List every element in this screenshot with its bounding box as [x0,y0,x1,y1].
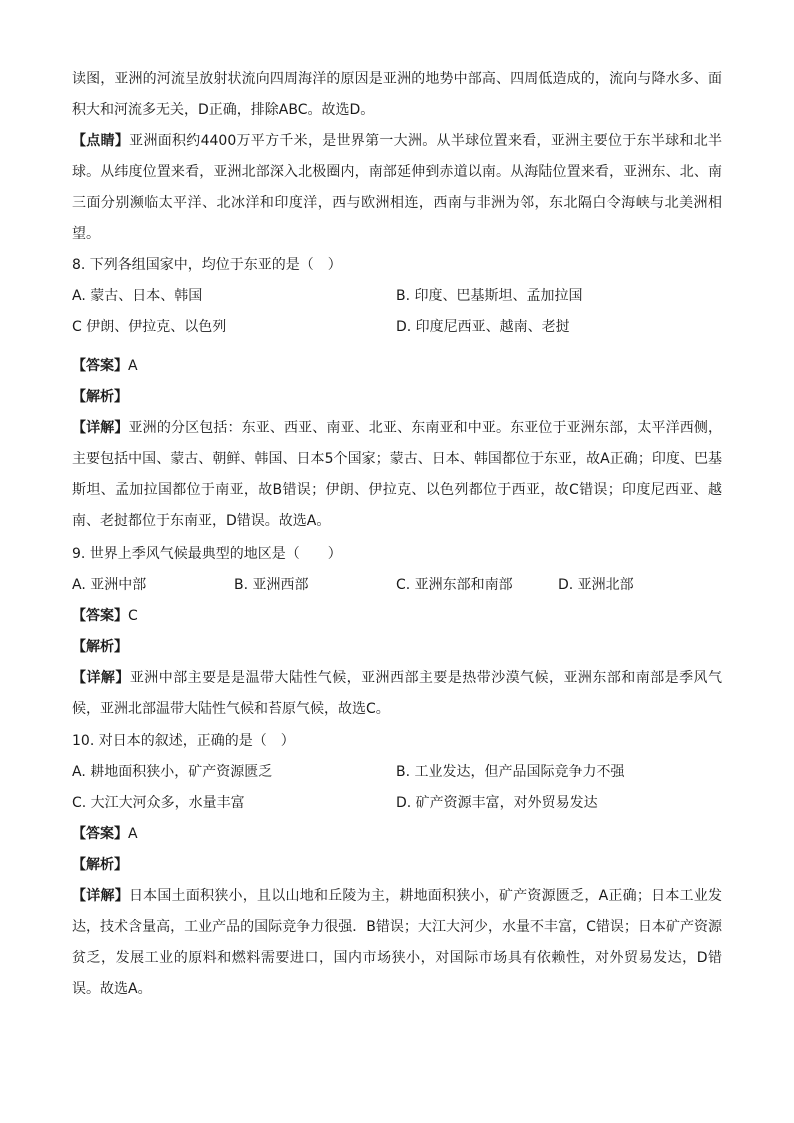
dianjing-paragraph [72,126,722,250]
answer-label: 【答案】 [72,608,128,624]
option-c: C. 亚洲东部和南部 [396,577,513,593]
option-d: D. 矿产资源丰富，对外贸易发达 [396,795,598,811]
option-row [72,312,722,343]
detail-label: 【详解】 [72,420,129,436]
detail-label: 【详解】 [72,888,129,904]
option-c: C 伊朗、伊拉克、以色列 [72,319,227,335]
option-b: B. 印度、巴基斯坦、孟加拉国 [396,288,583,304]
intro-paragraph: 读图，亚洲的河流呈放射状流向四周海洋的原因是亚洲的地势中部高、四周低造成的，流向与降水多、面积大和河流多无关，D正确，排除ABC。故选D。 [72,71,722,118]
answer-value: C [128,608,138,624]
question-title: 9. 世界上季风气候最典型的地区是（ ） [72,546,342,562]
option-a: A. 耕地面积狭小，矿产资源匮乏 [72,764,273,780]
option-row [72,757,722,788]
option-a: A. 蒙古、日本、韩国 [72,288,203,304]
detail-paragraph [72,881,722,1005]
detail-text: 日本国土面积狭小，且以山地和丘陵为主，耕地面积狭小，矿产资源匮乏，A正确；日本工业发达，技术含量高，工业产品的国际竞争力很强．B错误；大江大河少，水量不丰富，C错误；日本矿产资源贫乏，发展工业的原料和燃料需要进口，国内市场狭小，对国际市场具有依赖性，对外贸易发达，D错误。故选A。 [72,888,723,997]
detail-text: 亚洲的分区包括：东亚、西亚、南亚、北亚、东南亚和中亚。东亚位于亚洲东部，太平洋西侧，主要包括中国、蒙古、朝鲜、韩国、日本5个国家；蒙古、日本、韩国都位于东亚，故A正确；印度、巴基斯坦、孟加拉国都位于南亚，故B错误；伊朗、伊拉克、以色列都位于西亚，故C错误；印度尼西亚、越南、老挝都位于东南亚，D错误。故选A。 [72,420,723,529]
option-row [72,570,722,601]
option-a: A. 亚洲中部 [72,577,147,593]
option-row [72,281,722,312]
detail-paragraph [72,663,722,725]
answer-line [72,601,722,632]
answer-label: 【答案】 [72,826,128,842]
analysis-label: 【解析】 [72,639,128,655]
intro-block [72,64,722,126]
detail-paragraph [72,413,722,537]
question-title: 10. 对日本的叙述，正确的是（ ） [72,733,295,749]
analysis-label: 【解析】 [72,857,128,873]
question-10 [72,726,722,1005]
option-d: D. 亚洲北部 [558,577,634,593]
answer-value: A [128,358,138,374]
answer-value: A [128,826,138,842]
option-d: D. 印度尼西亚、越南、老挝 [396,319,570,335]
answer-label: 【答案】 [72,358,128,374]
question-9 [72,539,722,725]
dianjing-block [72,126,722,250]
answer-line [72,819,722,850]
option-b: B. 工业发达，但产品国际竞争力不强 [396,764,625,780]
question-title: 8. 下列各组国家中，均位于东亚的是（ ） [72,257,342,273]
detail-text: 亚洲中部主要是是温带大陆性气候，亚洲西部主要是热带沙漠气候，亚洲东部和南部是季风气候，亚洲北部温带大陆性气候和苔原气候，故选C。 [72,670,723,717]
option-b: B. 亚洲西部 [234,577,309,593]
question-8 [72,250,722,343]
detail-label: 【详解】 [72,670,130,686]
option-row [72,788,722,819]
analysis-label: 【解析】 [72,389,128,405]
dianjing-text: 亚洲面积约4400万平方千米，是世界第一大洲。从半球位置来看，亚洲主要位于东半球和北半球。从纬度位置来看，亚洲北部深入北极圈内，南部延伸到赤道以南。从海陆位置来看，亚洲东、北、南三面分别濒临太平洋、北冰洋和印度洋，西与欧洲相连，西南与非洲为邻，东北隔白令海峡与北美洲相望。 [72,133,722,242]
answer-line [72,351,722,382]
answer-8 [72,351,722,537]
option-c: C. 大江大河众多，水量丰富 [72,795,245,811]
dianjing-label: 【点睛】 [72,133,130,149]
